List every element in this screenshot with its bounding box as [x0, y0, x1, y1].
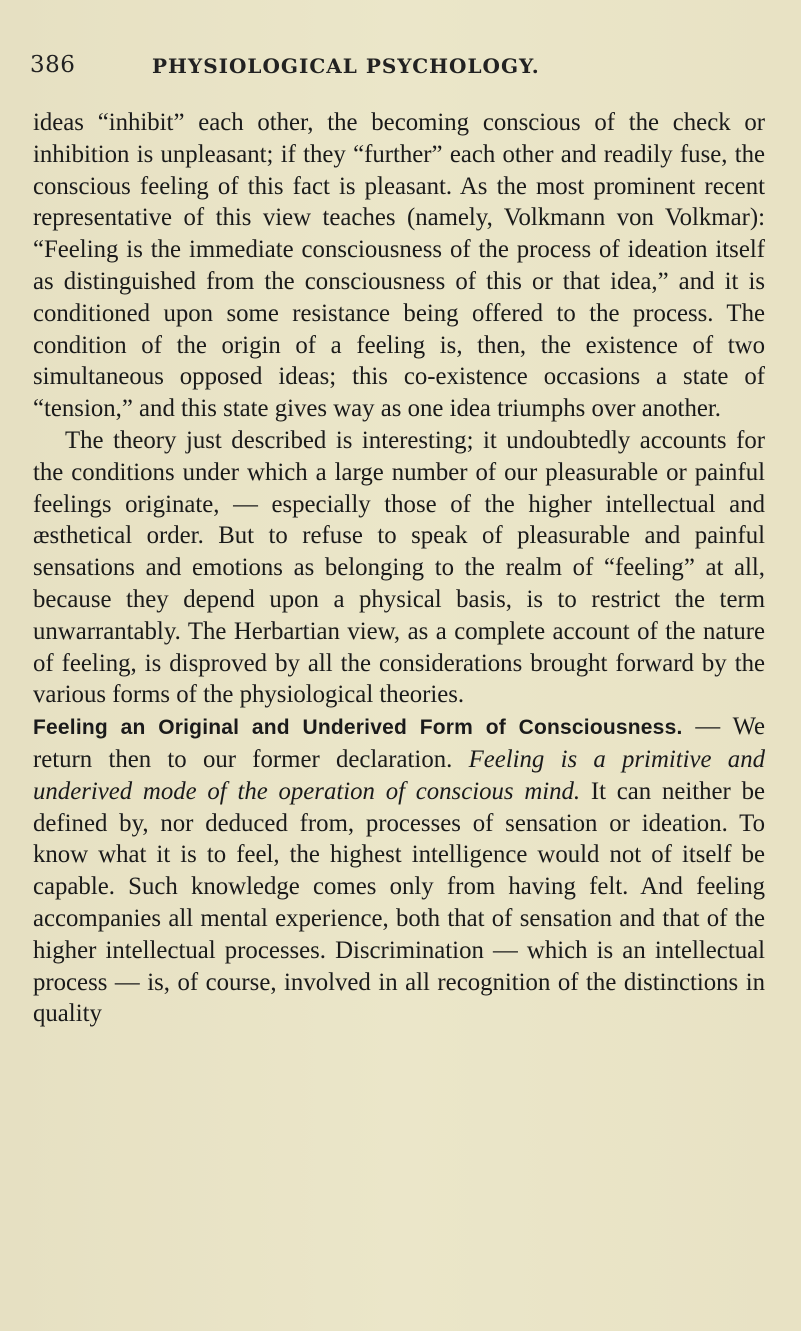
section-emphasis: Feeling is a primitive and underived mode of the operation of conscious mind.: [33, 745, 765, 805]
running-title: PHYSIOLOGICAL PSYCHOLOGY.: [152, 54, 540, 78]
page-number: 386: [30, 52, 76, 78]
section-heading: Feeling an Original and Underived Form of Consciousness.: [33, 716, 683, 740]
paragraph-continuation: ideas “inhibit” each other, the becoming conscious of the check or inhibition is unpleasant; if they “further” each other and readily fuse, the conscious feeling of this fact is pleasant. As the most prominent recent representative of this view teaches (namely, Volkmann von Volkmar): “Feeling is the immediate consciousness of the process of ideation itself as distinguished from the consciousness of this or that idea,” and it is conditioned upon some resistance being offered to the process. The condition of the origin of a feeling is, then, the existence of two simultaneous opposed ideas; this co-existence occasions a state of “tension,” and this state gives way as one idea triumphs over another.: [33, 109, 765, 423]
section-lead: — We return then to our former declaration.: [33, 713, 765, 773]
section-rest: It can neither be defined by, nor deduced from, processes of sensation or ideation. To know what it is to feel, the highest intelligence would not of itself be capable. Such knowledge comes only from having felt. And feeling accompanies all mental experience, both that of sensation and that of the higher intellectual processes. Discrimination — which is an intellectual process — is, of course, involved in all recognition of the distinctions in quality: [33, 777, 765, 1028]
paragraph-theory: The theory just described is interesting; it undoubtedly accounts for the conditions under which a large number of our pleasurable or painful feelings originate, — especially those of the higher intellectual and æsthetical order. But to refuse to speak of pleasurable and painful sensations and emotions as belonging to the realm of “feeling” at all, because they depend upon a physical basis, is to restrict the term unwarrantably. The Herbartian view, as a complete account of the nature of feeling, is disproved by all the considerations brought forward by the various forms of the physiological theories.: [33, 426, 765, 709]
paragraph-section: [33, 711, 765, 1030]
page-header: [30, 52, 771, 86]
body-text: [33, 107, 765, 1030]
